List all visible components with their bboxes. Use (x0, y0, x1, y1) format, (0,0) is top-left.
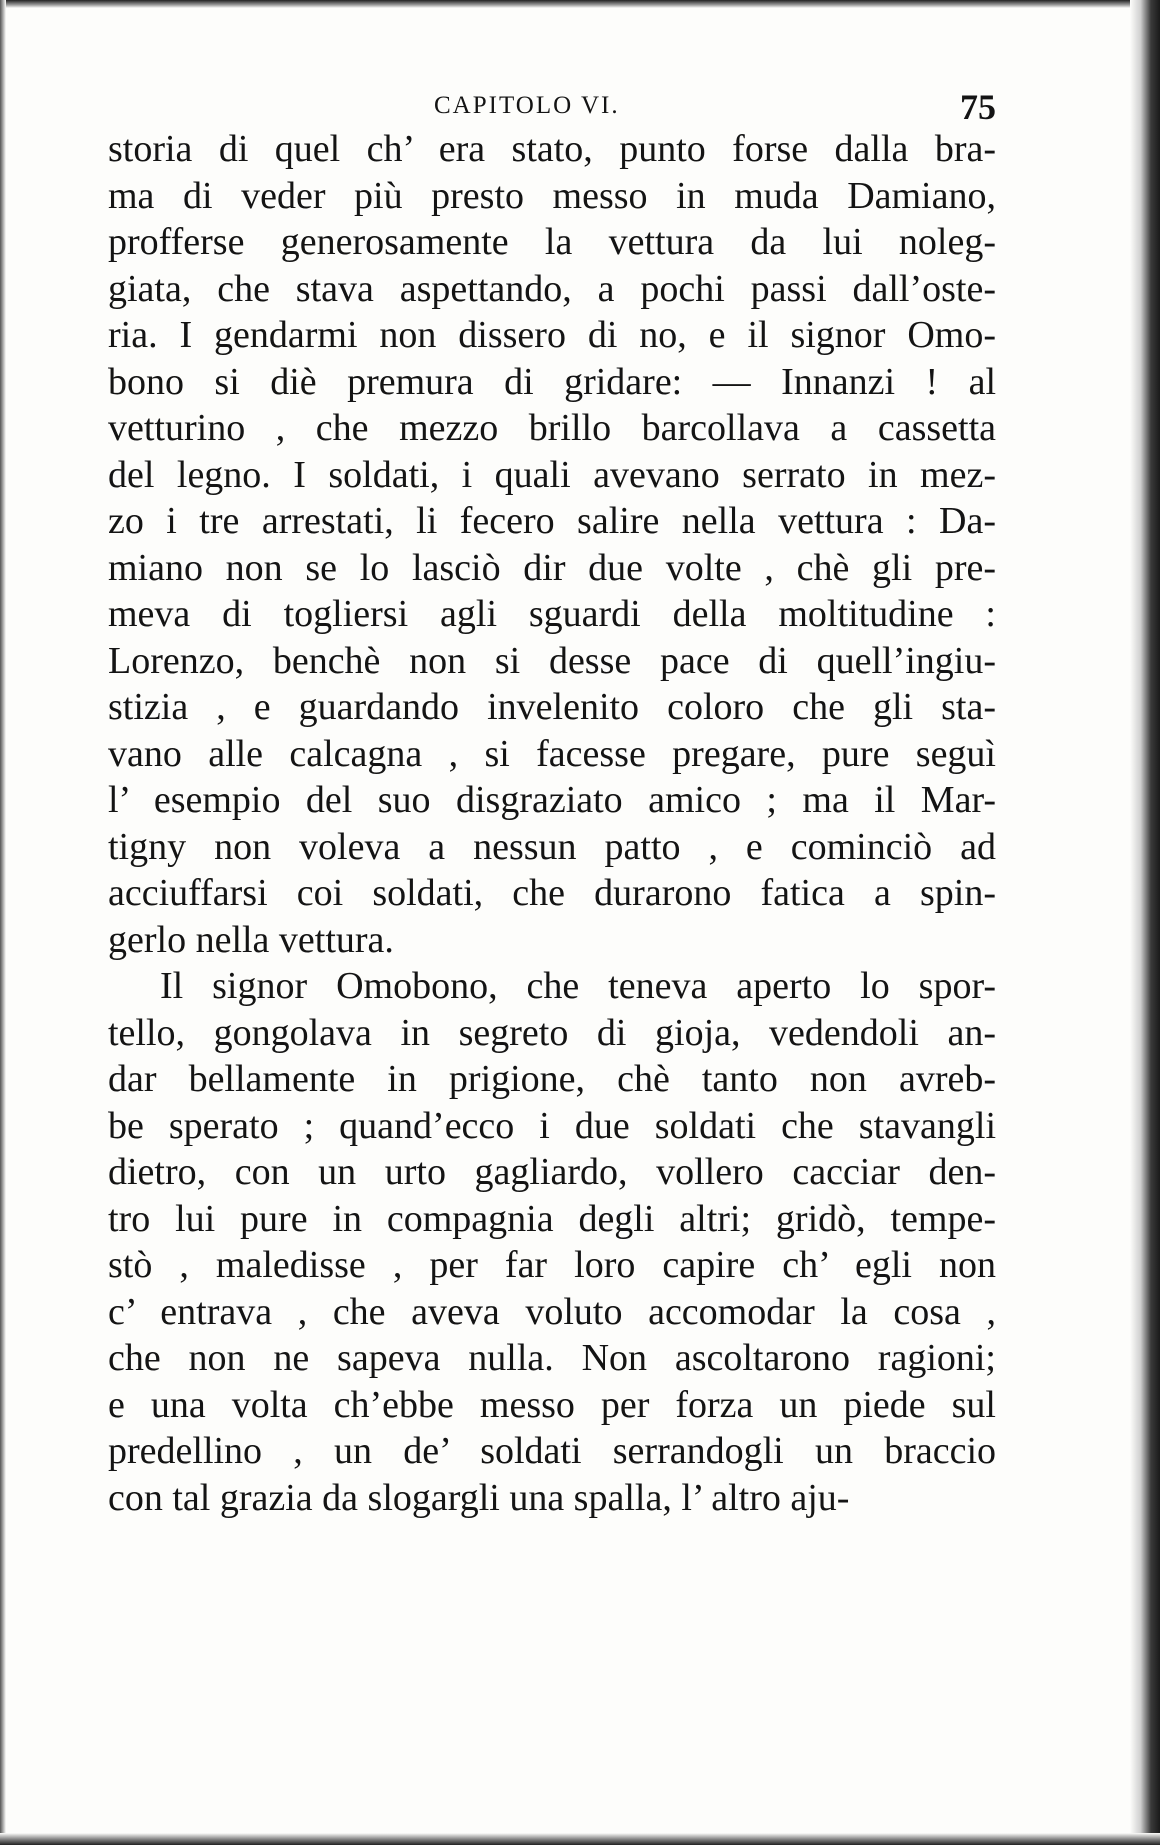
text-line: acciuffarsi coi soldati, che durarono fatica a spin- (108, 872, 996, 914)
text-line: bono si diè premura di gridare: — Innanzi ! al (108, 360, 996, 403)
text-line: be sperato ; quand’ecco i due soldati che stavangli (108, 1104, 996, 1147)
text-line: meva di togliersi agli sguardi della moltitudine : (108, 593, 996, 635)
text-line: Il signor Omobono, che teneva aperto lo spor- (160, 965, 996, 1007)
text-line: profferse generosamente la vettura da lui noleg- (108, 221, 996, 263)
body-text (108, 126, 996, 1521)
text-line: Lorenzo, benchè non si desse pace di quell’ingiu- (108, 639, 996, 682)
text-line: miano non se lo lasciò dir due volte , chè gli pre- (108, 546, 996, 589)
text-line: zo i tre arrestati, li fecero salire nella vettura : Da- (108, 500, 996, 542)
text-line: con tal grazia da slogargli una spalla, l’ altro aju- (108, 1476, 850, 1519)
text-line: che non ne sapeva nulla. Non ascoltarono ragioni; (108, 1337, 996, 1379)
text-line: vano alle calcagna , si facesse pregare, pure seguì (108, 732, 996, 775)
text-line: tro lui pure in compagnia degli altri; gridò, tempe- (108, 1197, 996, 1240)
text-line: dar bellamente in prigione, chè tanto non avreb- (108, 1058, 996, 1100)
text-line: ma di veder più presto messo in muda Damiano, (108, 174, 996, 217)
text-line: ria. I gendarmi non dissero di no, e il signor Omo- (108, 314, 996, 356)
scan-edge-right (1130, 0, 1160, 1845)
text-line: dietro, con un urto gagliardo, vollero cacciar den- (108, 1151, 996, 1193)
text-line: l’ esempio del suo disgraziato amico ; ma il Mar- (108, 779, 996, 821)
scan-edge-bottom (0, 1833, 1160, 1845)
paragraph (108, 963, 996, 1521)
text-line: vetturino , che mezzo brillo barcollava a cassetta (108, 407, 996, 449)
text-line: c’ entrava , che aveva voluto accomodar la cosa , (108, 1290, 996, 1333)
scan-edge-left (0, 0, 6, 1845)
text-line: storia di quel ch’ era stato, punto forse dalla bra- (108, 128, 996, 170)
text-line: giata, che stava aspettando, a pochi passi dall’oste- (108, 267, 996, 310)
paragraph (108, 126, 996, 963)
scan-edge-top (0, 0, 1160, 8)
text-line: tigny non voleva a nessun patto , e cominciò ad (108, 825, 996, 868)
text-line: del legno. I soldati, i quali avevano serrato in mez- (108, 453, 996, 496)
text-line: e una volta ch’ebbe messo per forza un piede sul (108, 1383, 996, 1426)
page-number: 75 (960, 87, 996, 127)
text-line: stizia , e guardando invelenito coloro che gli sta- (108, 686, 996, 728)
text-line: stò , maledisse , per far loro capire ch’ egli non (108, 1244, 996, 1286)
text-line: gerlo nella vettura. (108, 918, 394, 961)
text-line: predellino , un de’ soldati serrandogli un braccio (108, 1430, 996, 1472)
text-line: tello, gongolava in segreto di gioja, vedendoli an- (108, 1011, 996, 1054)
chapter-heading: CAPITOLO VI. (434, 92, 620, 119)
